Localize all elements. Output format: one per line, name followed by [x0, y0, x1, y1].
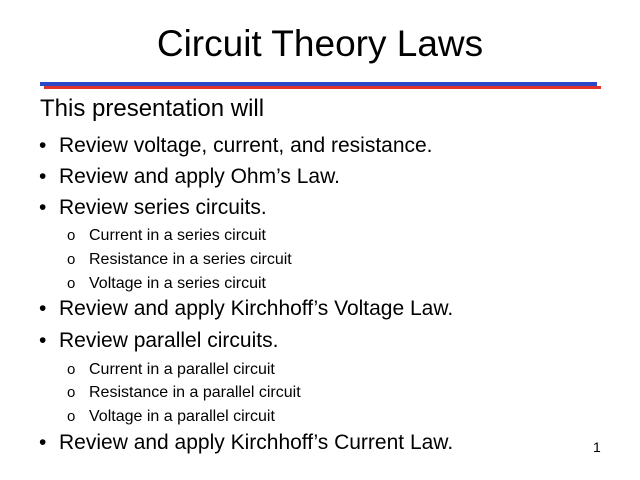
page-number: 1	[593, 439, 601, 455]
sub-bullet-item	[67, 360, 275, 380]
sub-bullet-marker: o	[67, 275, 76, 292]
bullet-item	[39, 328, 278, 354]
bullet-text: Review parallel circuits.	[59, 329, 279, 352]
bullet-item	[39, 133, 433, 159]
bullet-marker: •	[39, 431, 47, 454]
sub-bullet-marker: o	[67, 251, 76, 268]
slide-title: Circuit Theory Laws	[156, 23, 484, 64]
sub-bullet-text: Current in a series circuit	[89, 227, 266, 244]
sub-bullet-text: Current in a parallel circuit	[89, 361, 275, 378]
bullet-marker: •	[39, 134, 47, 157]
intro-text: This presentation will	[40, 95, 265, 122]
bullet-marker: •	[39, 297, 47, 320]
title-underline-red	[44, 86, 601, 89]
bullet-item	[39, 296, 453, 322]
bullet-marker: •	[39, 329, 47, 352]
sub-bullet-text: Resistance in a series circuit	[89, 251, 292, 268]
sub-bullet-item	[67, 250, 292, 270]
sub-bullet-text: Voltage in a parallel circuit	[89, 408, 275, 425]
bullet-text: Review and apply Kirchhoff’s Current Law.	[59, 431, 454, 454]
bullet-item	[39, 430, 453, 456]
sub-bullet-item	[67, 226, 266, 246]
bullet-marker: •	[39, 165, 47, 188]
sub-bullet-text: Voltage in a series circuit	[89, 275, 266, 292]
sub-bullet-text: Resistance in a parallel circuit	[89, 384, 301, 401]
bullet-text: Review voltage, current, and resistance.	[59, 134, 433, 157]
sub-bullet-marker: o	[67, 361, 76, 378]
sub-bullet-marker: o	[67, 408, 76, 425]
sub-bullet-item	[67, 407, 275, 427]
bullet-item	[39, 195, 267, 221]
bullet-text: Review and apply Ohm’s Law.	[59, 165, 340, 188]
sub-bullet-marker: o	[67, 227, 76, 244]
sub-bullet-item	[67, 383, 301, 403]
sub-bullet-item	[67, 274, 266, 294]
bullet-text: Review and apply Kirchhoff’s Voltage Law.	[59, 297, 454, 320]
bullet-item	[39, 164, 340, 190]
bullet-marker: •	[39, 196, 47, 219]
bullet-text: Review series circuits.	[59, 196, 267, 219]
sub-bullet-marker: o	[67, 384, 76, 401]
